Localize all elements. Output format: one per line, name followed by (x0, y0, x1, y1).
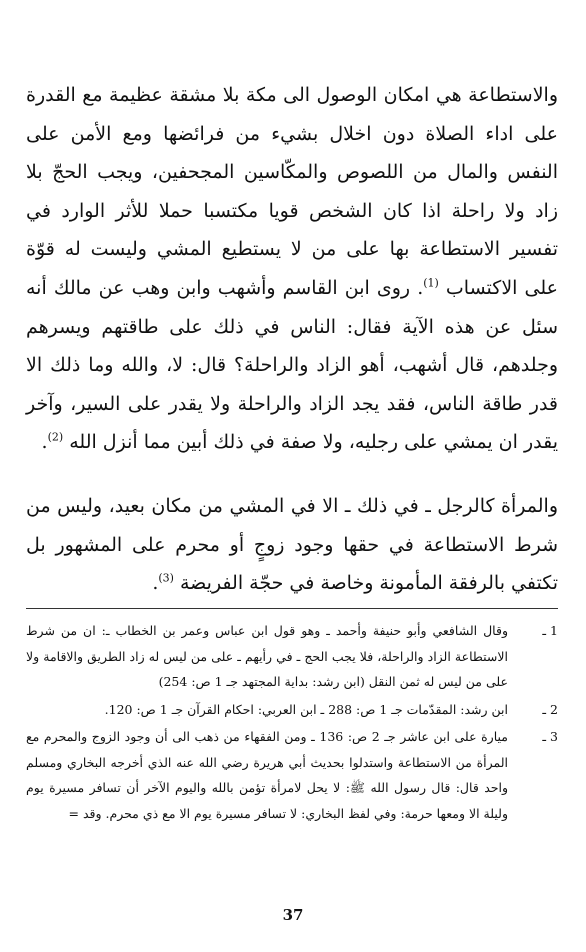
footnote-ref-3[interactable]: (3) (158, 571, 174, 585)
main-paragraph-1 (26, 76, 558, 462)
footnote-divider (26, 608, 558, 609)
footnote-number: 1 ـ (542, 623, 558, 638)
footnote-ref-2[interactable]: (2) (47, 431, 64, 445)
paragraph-2-text-a: والمرأة كالرجل ـ في ذلك ـ الا في المشي من مكان بعيد، وليس من شرط الاستطاعة في حقها وجود زوجٍ أو محرم على المشهور بل تكتفي بالرفقة المأمونة وخاصة في حجّة الفريضة (26, 495, 558, 595)
footnote-text: ابن رشد: المقدّمات جـ 1 ص: 288 ـ ابن العربي: احكام القرآن جـ 1 ص: 120. (104, 701, 508, 717)
footnote-1 (26, 618, 558, 695)
paragraph-1-text-b: . روى ابن القاسم وأشهب وابن وهب عن مالك أنه سئل عن هذه الآية فقال: الناس في ذلك على طاقتهم ويسرهم وجلدهم، قال أشهب، أهو الزاد والراحلة؟ قال: لا، والله وما ذلك الا قدر طاقة الناس، فقد يجد الزاد والراحلة ولا يقدر على السير، وآخر يقدر ان يمشي على رجليه، ولا صفة في ذلك أبين مما أنزل الله (26, 276, 558, 454)
page-number: 37 (282, 906, 304, 924)
paragraph-1-text-a: والاستطاعة هي امكان الوصول الى مكة بلا مشقة عظيمة مع القدرة على اداء الصلاة دون اخلال بشيء من فرائضها ومع الأمن على النفس والمال من اللصوص والمكّاسين المجحفين، ويجب الحجّ بلا زاد ولا راحلة اذا كان الشخص قويا مكتسبا حملا للأثر الوارد في تفسير الاستطاعة بها على من لا يستطيع المشي وليست له قوّة على الاكتساب (26, 84, 558, 299)
footnote-ref-1[interactable]: (1) (423, 276, 439, 290)
footnote-3 (26, 724, 558, 826)
main-paragraph-2 (26, 487, 558, 603)
footnote-text: وقال الشافعي وأبو حنيفة وأحمد ـ وهو قول ابن عباس وعمر بن الخطاب ـ: ان من شرط الاستطاعة الزاد والراحلة، فلا يجب الحج ـ في رأيهم ـ على من ليس له زاد الطريق والاقامة ولا على من ليس له ثمن النقل (ابن رشد: بداية المجتهد جـ 1 ص: 254) (26, 623, 508, 689)
footnotes-section (26, 618, 558, 828)
footnote-number: 2 ـ (542, 701, 558, 717)
paragraph-2-text-b: . (152, 572, 159, 595)
paragraph-1-text-c: . (41, 431, 48, 454)
footnote-number: 3 ـ (542, 729, 558, 744)
footnote-text: ميارة على ابن عاشر جـ 2 ص: 136 ـ ومن الفقهاء من ذهب الى أن وجود الزوج والمحرم مع المرأة من الاستطاعة واستدلوا بحديث أبي هريرة رضي الله عنه الذي أخرجه البخاري ومسلم واحد قال: قال رسول الله ﷺ: لا يحل لامرأة تؤمن بالله واليوم الآخر أن تسافر مسيرة يوم وليلة الا ومعها حرمة: وفي لفظ البخاري: لا تسافر مسيرة يوم الا مع ذي محرم. وقد = (26, 729, 508, 821)
footnote-2 (26, 697, 558, 723)
